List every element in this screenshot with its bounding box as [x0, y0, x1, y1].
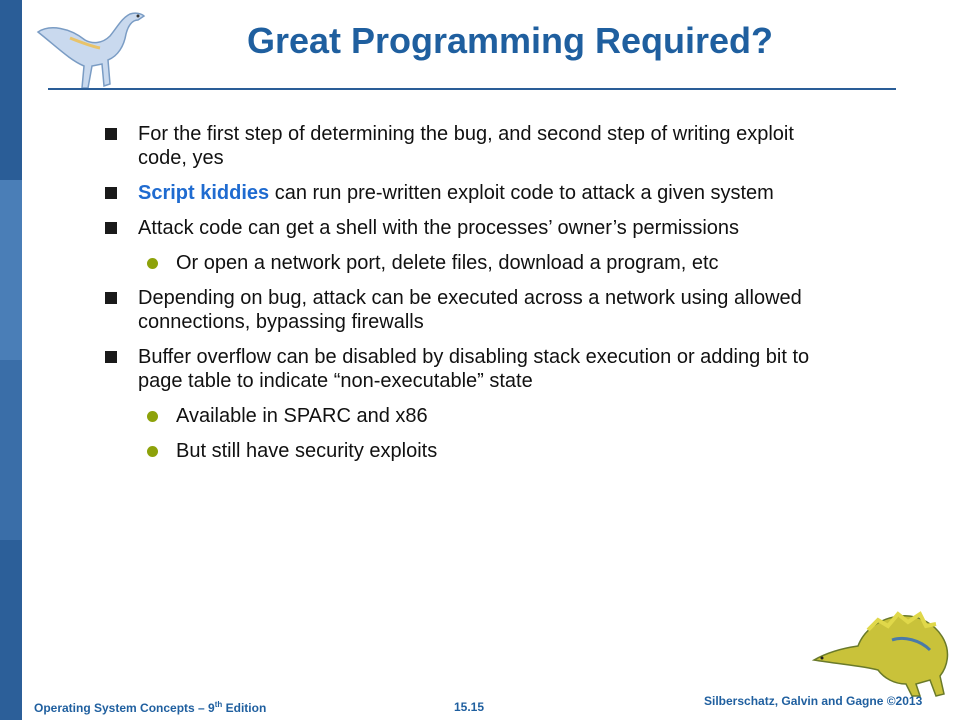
bullet-text [138, 181, 845, 205]
footer-edition-text: Edition [222, 701, 267, 715]
list-item [105, 345, 845, 393]
round-bullet-icon [147, 411, 158, 422]
slide-title: Great Programming Required? [246, 20, 774, 61]
list-item [105, 286, 845, 334]
footer-book-title-text: Operating System Concepts – 9 [34, 701, 215, 715]
bullet-list [105, 122, 845, 474]
sub-list-item [105, 439, 845, 463]
sub-list-item [105, 251, 845, 275]
sidebar-segment [0, 360, 22, 540]
list-item [105, 181, 845, 205]
list-item [105, 122, 845, 170]
bullet-text: Depending on bug, attack can be executed across a network using allowed connections, bypassing firewalls [138, 287, 802, 333]
sidebar-segment [0, 0, 22, 180]
footer-superscript: th [214, 700, 223, 709]
sidebar-segment [0, 180, 22, 360]
footer-copyright: Silberschatz, Galvin and Gagne ©2013 [704, 694, 923, 708]
bullet-text-rest: can run pre-written exploit code to attack a given system [269, 182, 774, 204]
bullet-text: Attack code can get a shell with the processes’ owner’s permissions [138, 217, 740, 239]
square-bullet-icon [105, 187, 117, 199]
slide-number: 15.15 [454, 700, 485, 714]
footer-book-title [34, 700, 266, 715]
round-bullet-icon [147, 258, 158, 269]
bullet-text: Available in SPARC and x86 [176, 405, 428, 427]
square-bullet-icon [105, 292, 117, 304]
bullet-text: Or open a network port, delete files, download a program, etc [176, 252, 719, 274]
round-bullet-icon [147, 446, 158, 457]
highlighted-term: Script kiddies [138, 182, 270, 204]
bullet-text: Buffer overflow can be disabled by disabling stack execution or adding bit to page table to indicate “non-executable” state [138, 346, 810, 392]
sub-list-item [105, 404, 845, 428]
square-bullet-icon [105, 351, 117, 363]
list-item [105, 216, 845, 240]
left-sidebar-stripe [0, 0, 22, 720]
square-bullet-icon [105, 222, 117, 234]
title-underline [48, 88, 896, 90]
dinosaur-logo-icon [808, 600, 956, 698]
bullet-text: For the first step of determining the bug, and second step of writing exploit code, yes [138, 123, 794, 169]
square-bullet-icon [105, 128, 117, 140]
sidebar-segment [0, 540, 22, 720]
bullet-text: But still have security exploits [176, 440, 438, 462]
